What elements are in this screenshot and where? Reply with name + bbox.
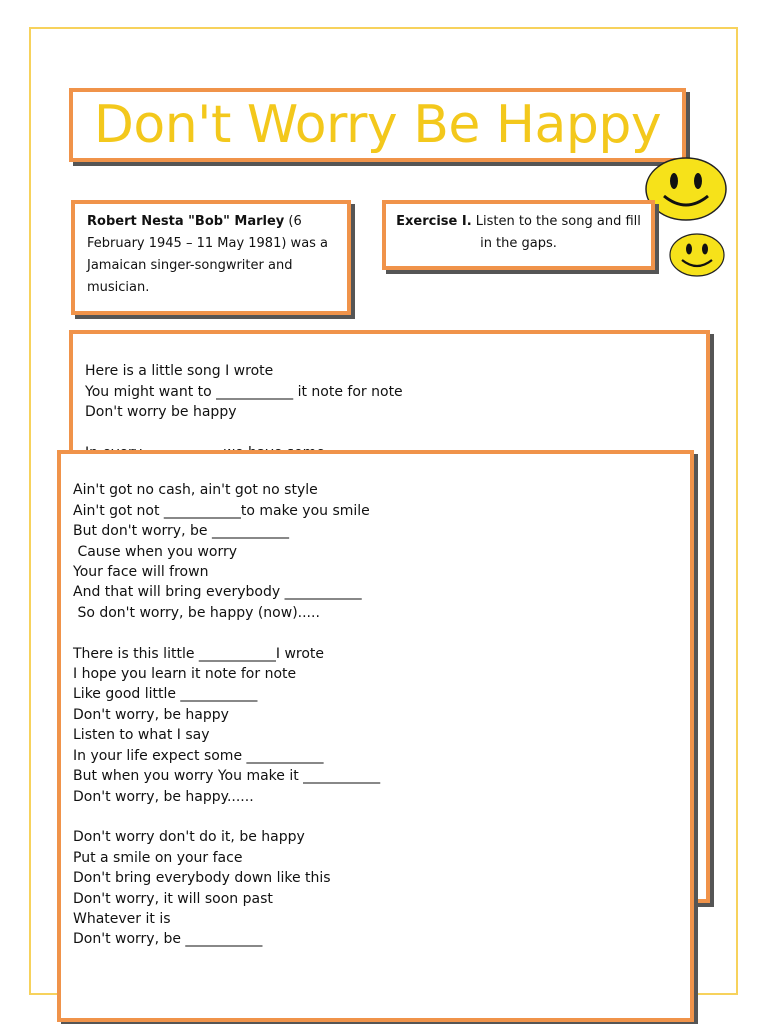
- lyric-line: There is this little ___________I wrote: [73, 645, 325, 662]
- lyric-line: Don't worry don't do it, be happy: [73, 829, 305, 846]
- exercise-label: Exercise I.: [396, 214, 472, 229]
- lyric-line: Like good little ___________: [73, 686, 258, 703]
- exercise-instruction: Listen to the song and fill in the gaps.: [471, 214, 641, 251]
- lyric-line: But when you worry You make it ___________: [73, 768, 381, 785]
- bio-details: (6 February 1945 – 11 May 1981) was a Jamaican singer-songwriter and musician.: [87, 214, 329, 295]
- bio-text: [75, 204, 347, 299]
- lyric-line: But don't worry, be ___________: [73, 523, 289, 540]
- lyric-line: Ain't got not ___________to make you smile: [73, 502, 370, 519]
- smiley-large-icon: [644, 156, 728, 222]
- exercise-text: [386, 204, 651, 255]
- lyric-line: Put a smile on your face: [73, 849, 243, 866]
- lyric-line: Don't worry, be happy: [73, 706, 229, 723]
- lyric-line: Cause when you worry: [73, 543, 238, 560]
- lyric-line: Listen to what I say: [73, 727, 210, 744]
- lyric-line: Don't worry, it will soon past: [73, 890, 273, 907]
- lyric-line: So don't worry, be happy (now).....: [73, 604, 320, 621]
- lyric-line: Here is a little song I wrote: [85, 363, 274, 380]
- lyric-line: Ain't got no cash, ain't got no style: [73, 482, 318, 499]
- lyric-line: Don't worry, be happy......: [73, 788, 254, 805]
- lyrics-back-text: [85, 341, 406, 463]
- lyric-line: In your life expect some ___________: [73, 747, 324, 764]
- lyric-line: Don't bring everybody down like this: [73, 870, 331, 887]
- bio-box: [71, 200, 351, 315]
- lyric-line: And that will bring everybody ___________: [73, 584, 362, 601]
- smiley-small-icon: [668, 232, 726, 278]
- exercise-box: [382, 200, 655, 270]
- lyric-line: You might want to ___________ it note for note: [85, 383, 403, 400]
- lyric-line: Don't worry, be ___________: [73, 931, 263, 948]
- lyrics-box-front: [57, 450, 694, 1022]
- page-title: Don't Worry Be Happy: [93, 95, 662, 155]
- title-box: [69, 88, 686, 162]
- lyric-line: Whatever it is: [73, 910, 171, 927]
- lyric-line: I hope you learn it note for note: [73, 666, 297, 683]
- lyric-line: Don't worry be happy: [85, 404, 237, 421]
- lyric-line: Your face will frown: [73, 564, 209, 581]
- bio-name: Robert Nesta "Bob" Marley: [87, 214, 285, 229]
- lyrics-front-text: [73, 460, 380, 950]
